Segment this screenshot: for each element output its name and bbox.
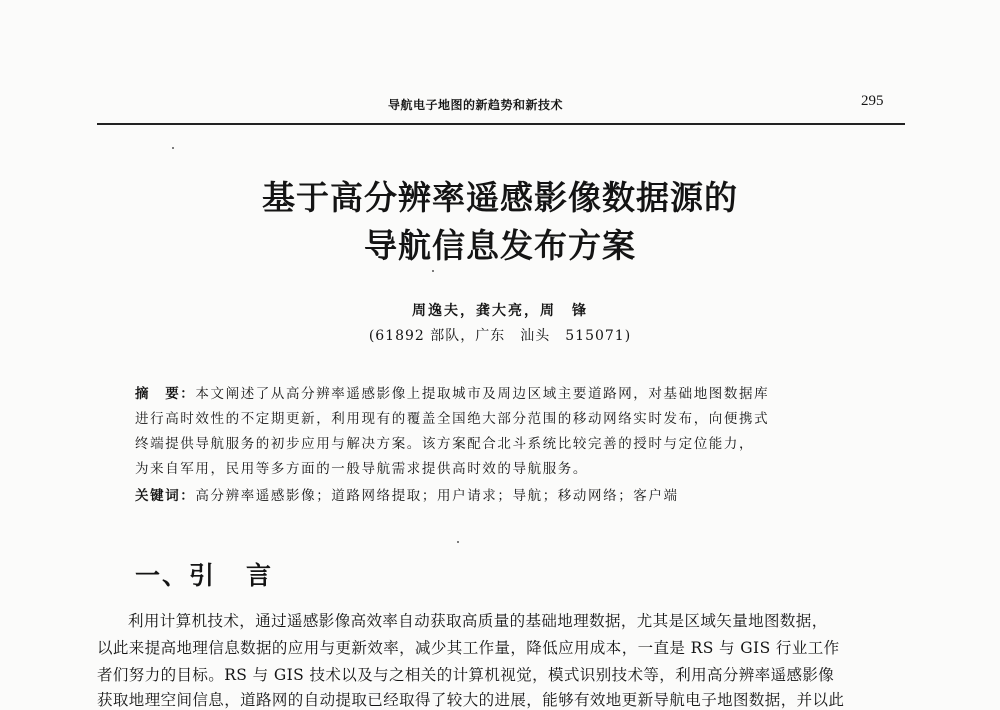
scan-speck — [457, 541, 459, 543]
authors: 周逸夫，龚大亮，周 锋 — [412, 303, 588, 319]
affiliation: (61892 部队，广东 汕头 515071) — [368, 328, 632, 344]
section-heading — [135, 556, 273, 592]
keywords-label: 关键词： — [135, 488, 196, 504]
body-text-line: 者们努力的目标。RS 与 GIS 技术以及与之相关的计算机视觉，模式识别技术等，利用高分辨率遥感影像 — [97, 666, 835, 684]
abstract-text: 本文阐述了从高分辨率遥感影像上提取城市及周边区域主要道路网，对基础地图数据库 — [195, 386, 770, 402]
body-text-line: 获取地理空间信息，道路网的自动提取已经取得了较大的进展，能够有效地更新导航电子地图数据，并以此 — [97, 691, 845, 709]
body-text-line: 利用计算机技术，通过遥感影像高效率自动获取高质量的基础地理数据，尤其是区域矢量地图数据， — [128, 612, 828, 630]
header-rule — [97, 123, 905, 125]
abstract-line: 进行高时效性的不定期更新，利用现有的覆盖全国绝大部分范围的移动网络实时发布，向便携式 — [135, 411, 770, 427]
paper-title-line-2: 导航信息发布方案 — [364, 226, 636, 265]
paper-title-line-1: 基于高分辨率遥感影像数据源的 — [262, 178, 738, 217]
page-number: 295 — [861, 93, 884, 109]
abstract-line — [135, 382, 769, 402]
scan-speck — [432, 270, 434, 272]
abstract-line: 终端提供导航服务的初步应用与解决方案。该方案配合北斗系统比较完善的授时与定位能力， — [135, 436, 755, 452]
abstract-label: 摘 要： — [135, 386, 196, 402]
scan-speck — [172, 147, 174, 149]
running-head-title: 导航电子地图的新趋势和新技术 — [388, 98, 564, 112]
keywords-text: 高分辨率遥感影像；道路网络提取；用户请求；导航；移动网络；客户端 — [195, 488, 679, 504]
section-title-char-2: 言 — [246, 561, 274, 590]
keywords-line — [135, 484, 679, 504]
body-text-line: 以此来提高地理信息数据的应用与更新效率，减少其工作量，降低应用成本，一直是 RS 与 GIS 行业工作 — [97, 639, 840, 657]
section-title-char-1: 引 — [189, 561, 217, 590]
section-number: 一、 — [135, 561, 190, 590]
abstract-line: 为来自军用，民用等多方面的一般导航需求提供高时效的导航服务。 — [135, 461, 588, 477]
